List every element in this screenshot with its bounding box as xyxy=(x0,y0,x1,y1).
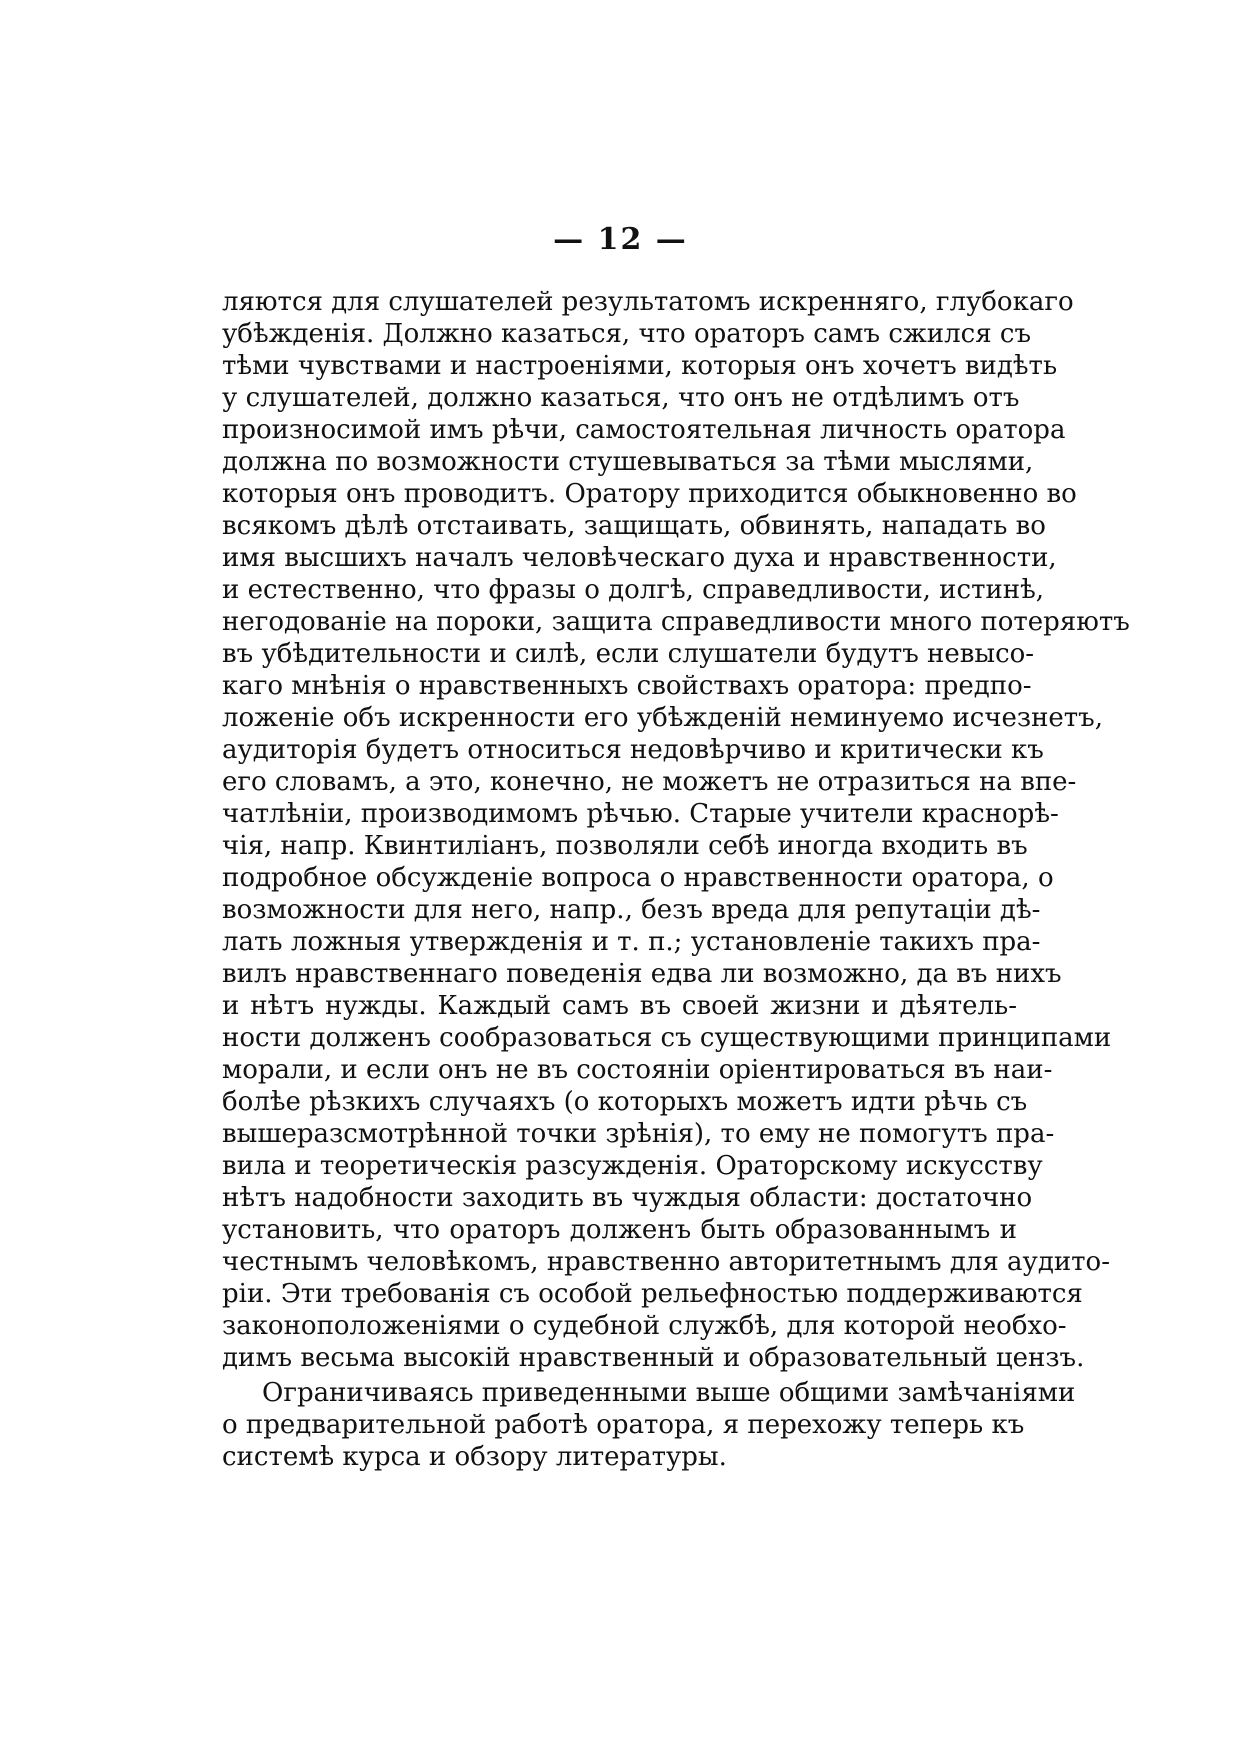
text-line: имя высшихъ началъ человѣческаго духа и нравственности, xyxy=(222,543,1057,573)
text-line: ляются для слушателей результатомъ искренняго, глубокаго xyxy=(222,287,1074,317)
text-line: тѣми чувствами и настроеніями, которыя онъ хочетъ видѣть xyxy=(222,351,1058,381)
text-line: нѣтъ надобности заходить въ чуждыя области: достаточно xyxy=(222,1183,1033,1213)
text-line: у слушателей, должно казаться, что онъ не отдѣлимъ отъ xyxy=(222,383,1020,413)
text-line: должна по возможности стушевываться за тѣми мыслями, xyxy=(222,447,1034,477)
text-line: негодованіе на пороки, защита справедливости много потеряютъ xyxy=(222,607,1130,637)
text-line: ности долженъ сообразоваться съ существующими принципами xyxy=(222,1023,1112,1053)
text-line: болѣе рѣзкихъ случаяхъ (о которыхъ можетъ идти рѣчь съ xyxy=(222,1087,1028,1117)
text-line: подробное обсужденіе вопроса о нравственности оратора, о xyxy=(222,863,1054,893)
text-line: чатлѣніи, производимомъ рѣчью. Старые учители краснорѣ- xyxy=(222,799,1059,829)
text-line: димъ весьма высокій нравственный и образовательный цензъ. xyxy=(222,1343,1085,1373)
text-line: системѣ курса и обзору литературы. xyxy=(222,1442,727,1472)
paragraph xyxy=(222,286,1130,1374)
text-line: возможности для него, напр., безъ вреда для репутаціи дѣ- xyxy=(222,895,1041,925)
text-line: установить, что ораторъ долженъ быть образованнымъ и xyxy=(222,1215,1017,1245)
text-line: морали, и если онъ не въ состояніи оріентироваться въ наи- xyxy=(222,1055,1053,1085)
page-number: — 12 — xyxy=(553,222,688,257)
text-line: всякомъ дѣлѣ отстаивать, защищать, обвинять, нападать во xyxy=(222,511,1046,541)
body-text xyxy=(222,286,1130,1473)
text-line: лать ложныя утвержденія и т. п.; установленіе такихъ пра- xyxy=(222,927,1041,957)
text-line: аудиторія будетъ относиться недовѣрчиво и критически къ xyxy=(222,735,1044,765)
text-line: чія, напр. Квинтиліанъ, позволяли себѣ иногда входить въ xyxy=(222,831,1028,861)
text-line: произносимой имъ рѣчи, самостоятельная личность оратора xyxy=(222,415,1066,445)
text-line: убѣжденія. Должно казаться, что ораторъ самъ сжился съ xyxy=(222,319,1031,349)
text-line: вила и теоретическія разсужденія. Ораторскому искусству xyxy=(222,1151,1043,1181)
text-line: честнымъ человѣкомъ, нравственно авторитетнымъ для аудито- xyxy=(222,1247,1110,1277)
text-line: и нѣтъ нужды. Каждый самъ въ своей жизни и дѣятель- xyxy=(222,991,1017,1021)
paragraph xyxy=(222,1377,1076,1473)
text-line: его словамъ, а это, конечно, не можетъ не отразиться на впе- xyxy=(222,767,1077,797)
text-line: каго мнѣнія о нравственныхъ свойствахъ оратора: предпо- xyxy=(222,671,1032,701)
text-line: которыя онъ проводитъ. Оратору приходится обыкновенно во xyxy=(222,479,1077,509)
text-line: вилъ нравственнаго поведенія едва ли возможно, да въ нихъ xyxy=(222,959,1062,989)
text-line: Ограничиваясь приведенными выше общими замѣчаніями xyxy=(262,1378,1076,1408)
text-line: ріи. Эти требованія съ особой рельефностью поддерживаются xyxy=(222,1279,1083,1309)
text-line: законоположеніями о судебной службѣ, для которой необхо- xyxy=(222,1311,1067,1341)
text-line: вышеразсмотрѣнной точки зрѣнія), то ему не помогутъ пра- xyxy=(222,1119,1055,1149)
text-line: о предварительной работѣ оратора, я перехожу теперь къ xyxy=(222,1410,1025,1440)
text-line: въ убѣдительности и силѣ, если слушатели будутъ невысо- xyxy=(222,639,1035,669)
text-line: и естественно, что фразы о долгѣ, справедливости, истинѣ, xyxy=(222,575,1045,605)
text-line: ложеніе объ искренности его убѣжденій неминуемо исчезнетъ, xyxy=(222,703,1103,733)
